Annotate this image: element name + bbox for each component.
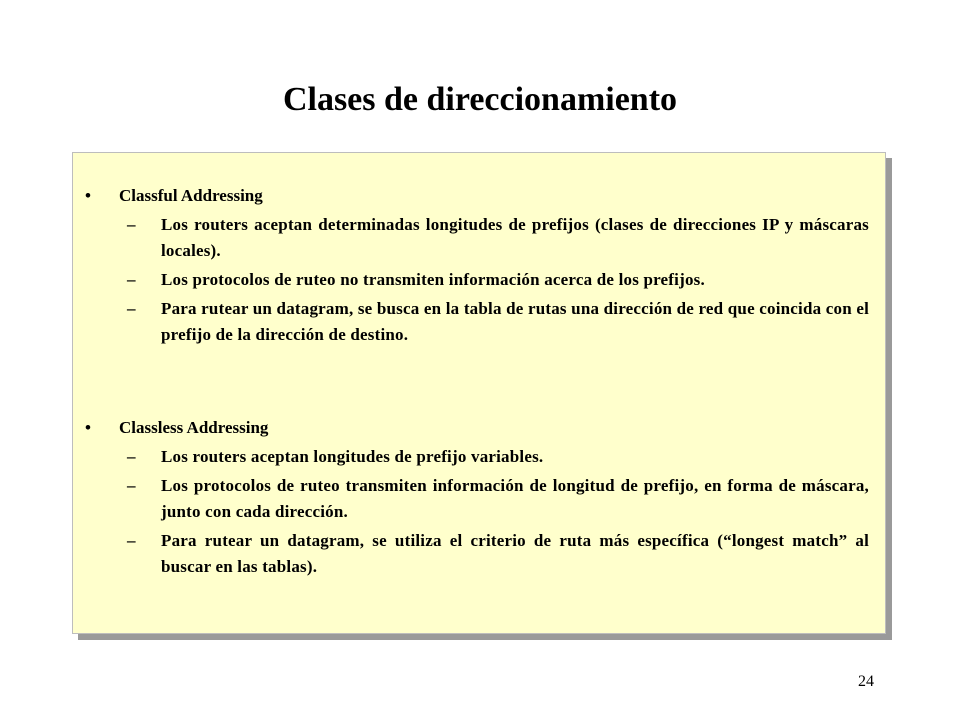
bullet-icon: • — [85, 418, 91, 437]
dash-icon: – — [127, 447, 136, 466]
section-heading: Classless Addressing — [119, 418, 269, 437]
page-number: 24 — [858, 673, 874, 690]
dash-icon: – — [127, 270, 136, 289]
sub-item-text: Los routers aceptan determinadas longitudes de prefijos (clases de direcciones IP y máscaras locales). — [161, 215, 869, 260]
sub-item-text: Para rutear un datagram, se busca en la tabla de rutas una dirección de red que coincida con el prefijo de la dirección de destino. — [161, 299, 869, 344]
sub-item — [73, 296, 885, 348]
bullet-item — [73, 415, 885, 441]
slide-title: Clases de direccionamiento — [282, 81, 678, 118]
section-classless — [73, 415, 885, 580]
sub-item-text: Los protocolos de ruteo transmiten información de longitud de prefijo, en forma de máscara, junto con cada dirección. — [161, 476, 869, 521]
dash-icon: – — [127, 531, 136, 550]
bullet-icon: • — [85, 186, 91, 205]
sub-item-text: Para rutear un datagram, se utiliza el criterio de ruta más específica (“longest match” al buscar en las tablas). — [161, 531, 869, 576]
sub-item — [73, 267, 885, 293]
sub-item-text: Los routers aceptan longitudes de prefijo variables. — [161, 447, 544, 466]
dash-icon: – — [127, 215, 136, 234]
sub-item — [73, 473, 885, 525]
sub-item — [73, 528, 885, 580]
sub-item — [73, 212, 885, 264]
section-heading: Classful Addressing — [119, 186, 263, 205]
dash-icon: – — [127, 476, 136, 495]
sub-item-text: Los protocolos de ruteo no transmiten información acerca de los prefijos. — [161, 270, 705, 289]
dash-icon: – — [127, 299, 136, 318]
section-classful — [73, 183, 885, 348]
sub-item — [73, 444, 885, 470]
bullet-item — [73, 183, 885, 209]
content-box — [72, 152, 886, 634]
